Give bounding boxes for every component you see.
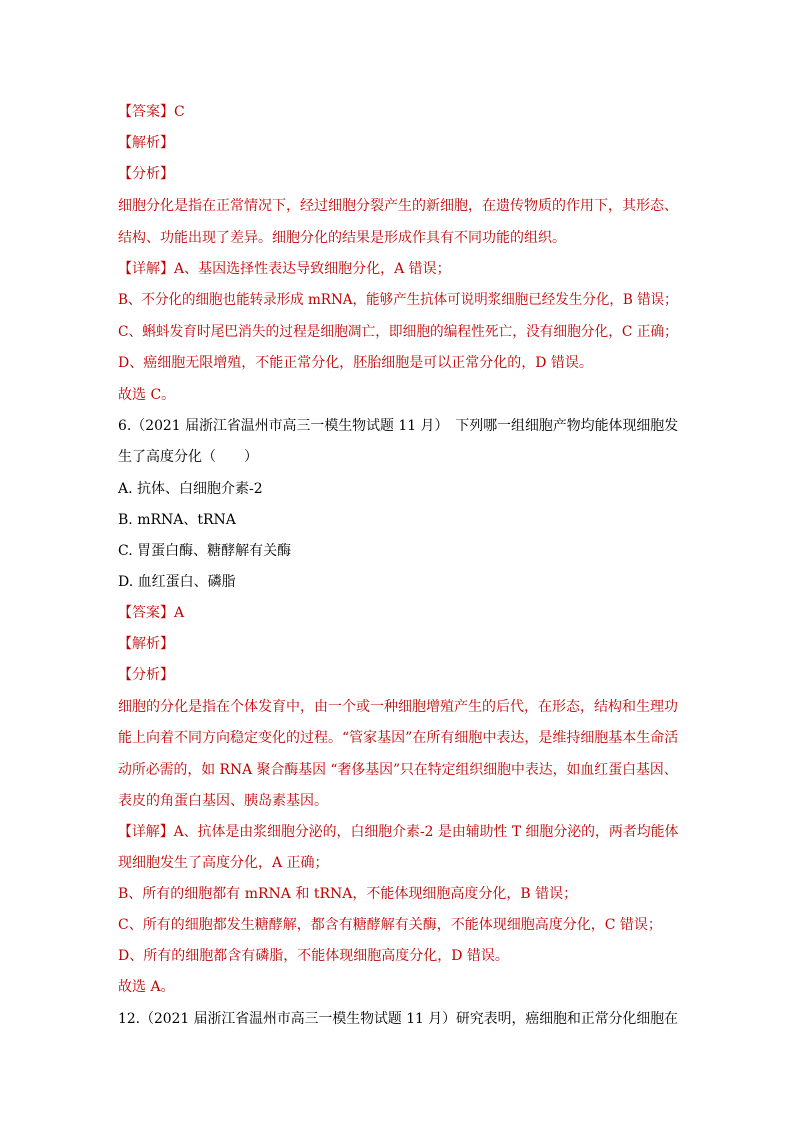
answer-line-1 bbox=[118, 102, 185, 122]
detail-text: B、所有的细胞都有 mRNA 和 tRNA，不能体现细胞高度分化，B 错误； bbox=[118, 886, 578, 902]
analysis-text: 细胞分化是指在正常情况下，经过细胞分裂产生的新细胞，在遗传物质的作用下，其形态、 bbox=[118, 198, 678, 214]
detail-text: 现细胞发生了高度分化，A 正确； bbox=[118, 855, 329, 871]
option-b: B. mRNA、tRNA bbox=[118, 512, 236, 528]
detail-line bbox=[118, 822, 678, 842]
option-c: C. 胃蛋白酶、糖酵解有关酶 bbox=[118, 543, 292, 559]
detail-text: B、不分化的细胞也能转录形成 mRNA，能够产生抗体可说明浆细胞已经发生分化，B 错误； bbox=[118, 292, 678, 308]
detail-text: C、蝌蚪发育时尾巴消失的过程是细胞凋亡，即细胞的编程性死亡，没有细胞分化，C 正确； bbox=[118, 324, 678, 340]
jiexi-heading-1: 【解析】 bbox=[118, 135, 174, 151]
fenxi-heading-1: 【分析】 bbox=[118, 166, 174, 182]
question-stem: 6.（2021 届浙江省温州市高三一模生物试题 11 月） 下列哪一组细胞产物均能体现细胞发 bbox=[118, 418, 679, 434]
analysis-text: 结构、功能出现了差异。细胞分化的结果是形成作具有不同功能的组织。 bbox=[118, 230, 566, 246]
detail-tag: 【详解】 bbox=[118, 261, 174, 277]
conclusion-text: 故选 A。 bbox=[118, 979, 175, 995]
answer-line-2 bbox=[118, 603, 184, 623]
detail-text: D、所有的细胞都含有磷脂，不能体现细胞高度分化，D 错误。 bbox=[118, 948, 509, 964]
detail-text: C、所有的细胞都发生糖酵解，都含有糖酵解有关酶，不能体现细胞高度分化，C 错误； bbox=[118, 917, 662, 933]
analysis-text: 能上向着不同方向稳定变化的过程。“管家基因”在所有细胞中表达，是维持细胞基本生命活 bbox=[118, 730, 679, 746]
detail-tag: 【详解】 bbox=[118, 824, 174, 840]
option-a: A. 抗体、白细胞介素-2 bbox=[118, 481, 263, 497]
analysis-text: 表皮的角蛋白基因、胰岛素基因。 bbox=[118, 793, 328, 809]
answer-value: C bbox=[174, 104, 185, 120]
answer-tag: 【答案】 bbox=[118, 605, 174, 621]
analysis-text: 动所必需的，如 RNA 聚合酶基因 “奢侈基因”只在特定组织细胞中表达，如血红蛋白基因、 bbox=[118, 762, 678, 778]
detail-line bbox=[118, 259, 451, 279]
question-stem: 生了高度分化（ ） bbox=[118, 449, 258, 465]
jiexi-heading-2: 【解析】 bbox=[118, 636, 174, 652]
analysis-text: 细胞的分化是指在个体发育中，由一个或一种细胞增殖产生的后代，在形态，结构和生理功 bbox=[118, 699, 678, 715]
detail-text: D、癌细胞无限增殖，不能正常分化，胚胎细胞是可以正常分化的，D 错误。 bbox=[118, 355, 593, 371]
question-stem: 12.（2021 届浙江省温州市高三一模生物试题 11 月）研究表明，癌细胞和正常分化细胞在 bbox=[118, 1011, 679, 1027]
answer-value: A bbox=[174, 605, 185, 621]
option-d: D. 血红蛋白、磷脂 bbox=[118, 574, 236, 590]
detail-text: A、基因选择性表达导致细胞分化，A 错误； bbox=[174, 261, 451, 277]
conclusion-text: 故选 C。 bbox=[118, 387, 176, 403]
fenxi-heading-2: 【分析】 bbox=[118, 667, 174, 683]
answer-tag: 【答案】 bbox=[118, 104, 174, 120]
detail-text: A、抗体是由浆细胞分泌的，白细胞介素-2 是由辅助性 T 细胞分泌的，两者均能体 bbox=[173, 824, 679, 840]
